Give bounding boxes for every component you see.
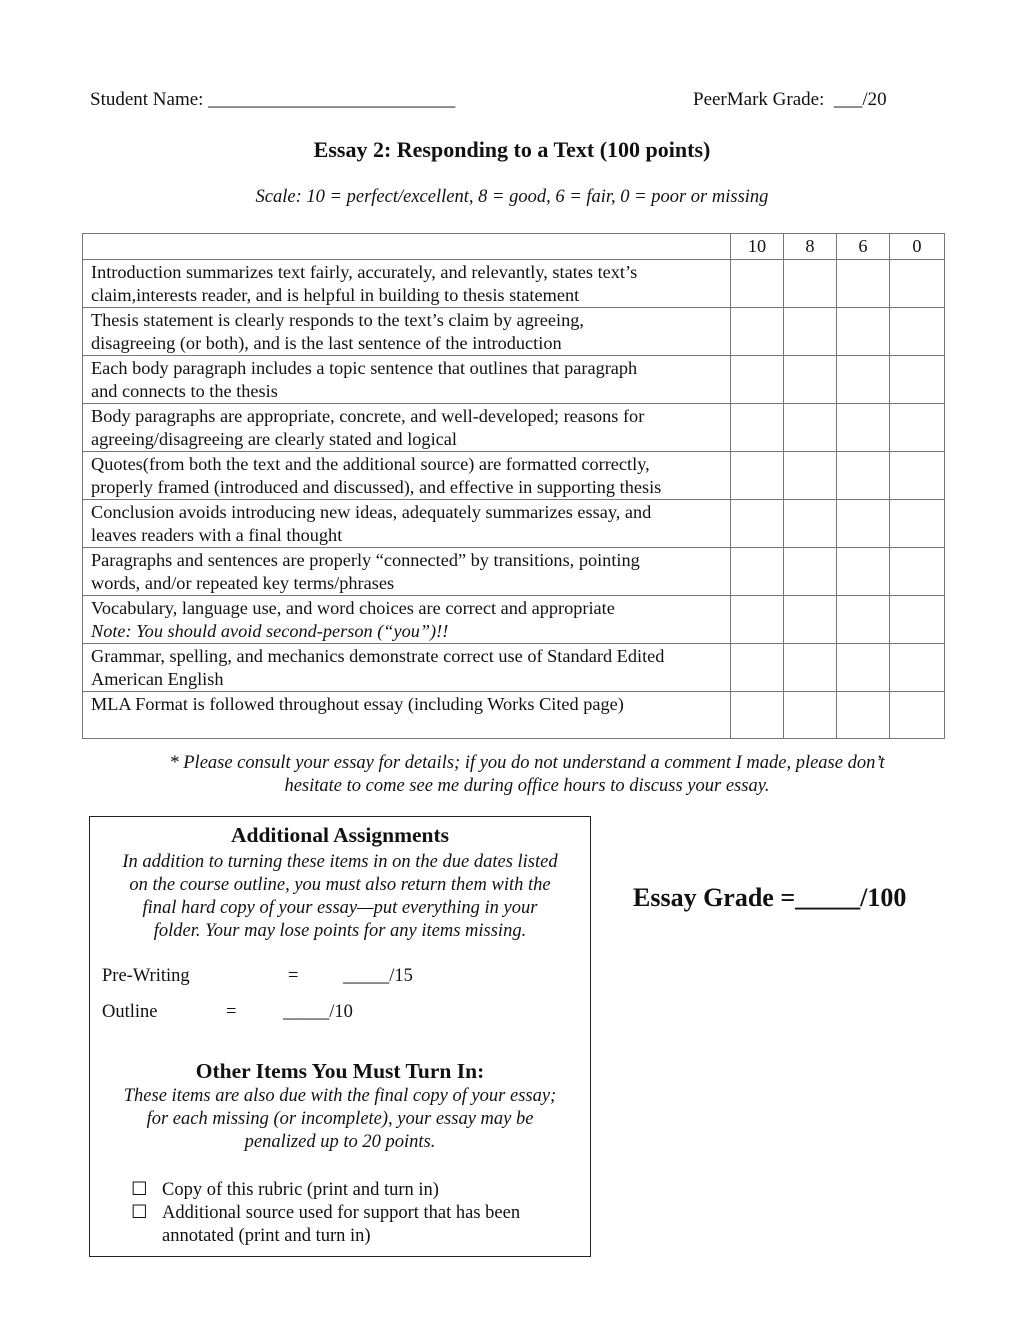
additional-intro <box>90 851 590 943</box>
other-items-line: These items are also due with the final copy of your essay; <box>123 1086 557 1106</box>
rubric-row <box>83 596 945 644</box>
criterion-line: leaves readers with a final thought <box>91 525 343 545</box>
score-cell[interactable] <box>784 356 837 404</box>
checkbox-icon[interactable]: ☐ <box>131 1180 148 1200</box>
score-cell[interactable] <box>731 260 784 308</box>
rubric-row <box>83 356 945 404</box>
score-cell[interactable] <box>784 452 837 500</box>
criterion-line: Introduction summarizes text fairly, accurately, and relevantly, states text’s <box>91 262 638 282</box>
checklist-item-text: annotated (print and turn in) <box>162 1226 371 1246</box>
score-cell[interactable] <box>731 308 784 356</box>
criterion-line: properly framed (introduced and discussed), and effective in supporting thesis <box>91 477 662 497</box>
consult-note <box>0 752 1024 798</box>
other-items-intro <box>90 1085 590 1154</box>
score-cell[interactable] <box>837 500 890 548</box>
criterion-line: agreeing/disagreeing are clearly stated and logical <box>91 429 457 449</box>
criterion-line: disagreeing (or both), and is the last sentence of the introduction <box>91 333 562 353</box>
other-items-line: for each missing (or incomplete), your essay may be <box>146 1109 534 1129</box>
rubric-row <box>83 500 945 548</box>
rubric-row <box>83 260 945 308</box>
rubric-row <box>83 452 945 500</box>
score-cell[interactable] <box>837 548 890 596</box>
score-cell[interactable] <box>784 404 837 452</box>
additional-intro-line: final hard copy of your essay—put everything in your <box>142 898 538 918</box>
rubric-criterion <box>83 596 731 644</box>
score-cell[interactable] <box>784 500 837 548</box>
rubric-row <box>83 692 945 739</box>
additional-intro-line: on the course outline, you must also return them with the <box>129 875 551 895</box>
score-cell[interactable] <box>731 692 784 739</box>
score-cell[interactable] <box>837 356 890 404</box>
checklist-item-text: Copy of this rubric (print and turn in) <box>162 1180 439 1200</box>
score-cell[interactable] <box>890 260 945 308</box>
criterion-line: Vocabulary, language use, and word choices are correct and appropriate <box>91 598 615 618</box>
score-cell[interactable] <box>731 644 784 692</box>
rubric-criterion <box>83 500 731 548</box>
score-cell[interactable] <box>731 404 784 452</box>
rubric-criterion <box>83 308 731 356</box>
criterion-line: Conclusion avoids introducing new ideas, adequately summarizes essay, and <box>91 502 652 522</box>
score-cell[interactable] <box>731 500 784 548</box>
outline-score: _____/10 <box>283 1002 353 1022</box>
column-header: 6 <box>837 234 890 260</box>
score-cell[interactable] <box>784 644 837 692</box>
score-cell[interactable] <box>731 548 784 596</box>
score-cell[interactable] <box>890 644 945 692</box>
rubric-criterion <box>83 260 731 308</box>
score-cell[interactable] <box>837 260 890 308</box>
prewriting-score: _____/15 <box>343 966 413 986</box>
rubric-criterion <box>83 644 731 692</box>
rubric-criterion <box>83 692 731 739</box>
criterion-line: Quotes(from both the text and the additional source) are formatted correctly, <box>91 454 650 474</box>
score-cell[interactable] <box>890 404 945 452</box>
criterion-line: Body paragraphs are appropriate, concrete, and well-developed; reasons for <box>91 406 645 426</box>
score-cell[interactable] <box>837 644 890 692</box>
score-cell[interactable] <box>890 596 945 644</box>
rubric-table <box>82 233 945 739</box>
score-cell[interactable] <box>837 452 890 500</box>
rubric-criterion <box>83 548 731 596</box>
rubric-row <box>83 644 945 692</box>
checkbox-icon[interactable]: ☐ <box>131 1203 148 1223</box>
grading-scale: Scale: 10 = perfect/excellent, 8 = good, 6 = fair, 0 = poor or missing <box>255 187 769 207</box>
rubric-criterion <box>83 452 731 500</box>
column-header: 8 <box>784 234 837 260</box>
criterion-line: Paragraphs and sentences are properly “connected” by transitions, pointing <box>91 550 640 570</box>
rubric-row <box>83 308 945 356</box>
prewriting-label: Pre-Writing <box>102 966 190 986</box>
rubric-row <box>83 404 945 452</box>
score-cell[interactable] <box>837 692 890 739</box>
score-cell[interactable] <box>784 260 837 308</box>
score-cell[interactable] <box>890 452 945 500</box>
rubric-row <box>83 548 945 596</box>
essay-grade-field: Essay Grade =_____/100 <box>633 883 907 912</box>
score-cell[interactable] <box>890 548 945 596</box>
column-header: 0 <box>890 234 945 260</box>
criterion-line: Each body paragraph includes a topic sentence that outlines that paragraph <box>91 358 638 378</box>
criterion-line: Grammar, spelling, and mechanics demonstrate correct use of Standard Edited <box>91 646 665 666</box>
other-items-line: penalized up to 20 points. <box>244 1132 436 1152</box>
criterion-line: and connects to the thesis <box>91 381 278 401</box>
additional-assignments-heading: Additional Assignments <box>230 823 450 847</box>
score-cell[interactable] <box>784 548 837 596</box>
score-cell[interactable] <box>731 596 784 644</box>
criterion-line: claim,interests reader, and is helpful in building to thesis statement <box>91 285 580 305</box>
criterion-line: MLA Format is followed throughout essay (including Works Cited page) <box>91 694 624 714</box>
consult-note-line: * Please consult your essay for details; if you do not understand a comment I made, please don’t <box>169 753 885 773</box>
peermark-grade-field: PeerMark Grade: ___/20 <box>693 89 887 110</box>
outline-equals: = <box>226 1002 237 1022</box>
score-cell[interactable] <box>784 692 837 739</box>
other-items-heading: Other Items You Must Turn In: <box>195 1059 485 1083</box>
score-cell[interactable] <box>890 308 945 356</box>
criteria-header <box>83 234 731 260</box>
criterion-line: words, and/or repeated key terms/phrases <box>91 573 395 593</box>
criterion-line: Thesis statement is clearly responds to the text’s claim by agreeing, <box>91 310 584 330</box>
additional-assignments-box <box>89 816 591 1257</box>
score-cell[interactable] <box>784 308 837 356</box>
outline-label: Outline <box>102 1002 158 1022</box>
score-cell[interactable] <box>731 452 784 500</box>
score-cell[interactable] <box>890 356 945 404</box>
checklist-item-text: Additional source used for support that has been <box>162 1203 521 1223</box>
consult-note-line: hesitate to come see me during office hours to discuss your essay. <box>284 776 770 796</box>
score-cell[interactable] <box>837 596 890 644</box>
rubric-criterion <box>83 404 731 452</box>
score-cell[interactable] <box>784 596 837 644</box>
additional-intro-line: folder. Your may lose points for any items missing. <box>153 921 527 941</box>
score-cell[interactable] <box>837 404 890 452</box>
score-cell[interactable] <box>731 356 784 404</box>
score-cell[interactable] <box>837 308 890 356</box>
criterion-line: Note: You should avoid second-person (“you”)!! <box>91 621 449 641</box>
score-cell[interactable] <box>890 500 945 548</box>
student-name-field: Student Name: __________________________ <box>90 89 456 110</box>
rubric-header-row <box>83 234 945 260</box>
page-title: Essay 2: Responding to a Text (100 points) <box>313 137 711 162</box>
column-header: 10 <box>731 234 784 260</box>
score-cell[interactable] <box>890 692 945 739</box>
rubric-criterion <box>83 356 731 404</box>
additional-intro-line: In addition to turning these items in on the due dates listed <box>122 852 558 872</box>
criterion-line: American English <box>91 669 224 689</box>
prewriting-equals: = <box>288 966 299 986</box>
